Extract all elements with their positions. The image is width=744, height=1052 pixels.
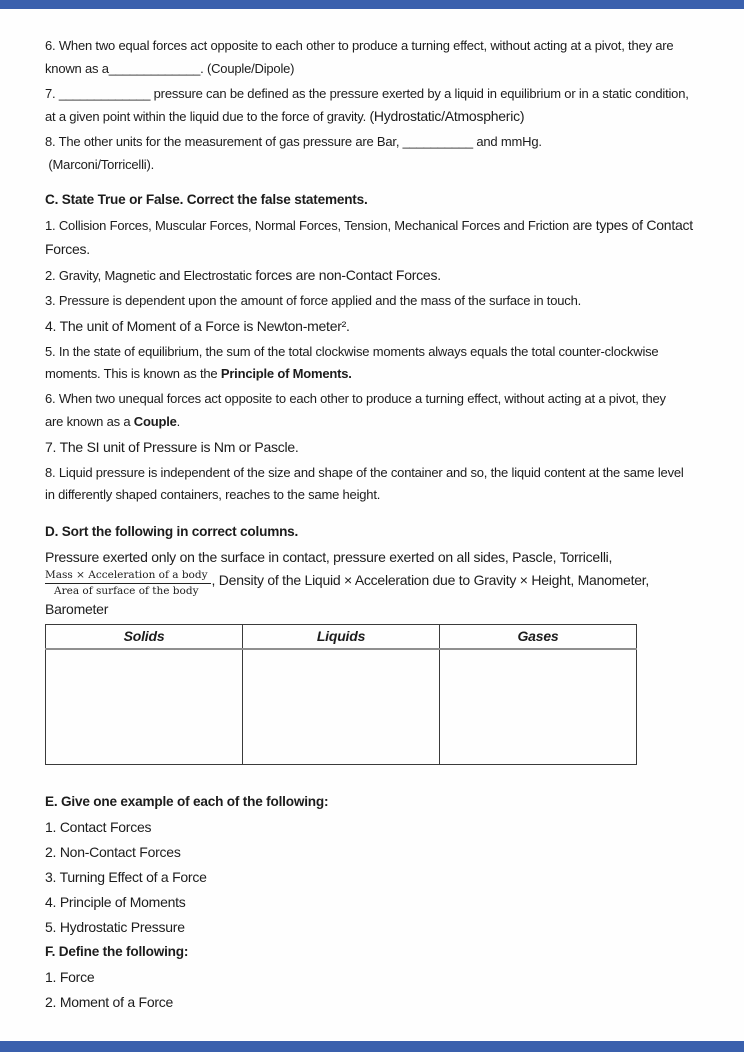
statement-2-paragraph: 2. Gravity, Magnetic and Electrostatic forces are non-Contact Forces.	[45, 266, 441, 283]
pressure-formula-fraction: $\frac{\text{Mass × Acceleration of a body}}{\text{Area of surface of the body}}$	[45, 569, 211, 597]
example-item-2: 2. Non-Contact Forces	[45, 843, 181, 860]
statement-6-paragraph: 6. When two unequal forces act opposite to each other to produce a turning effect, without acting at a pivot, they are known as a Couple.	[45, 391, 666, 429]
sort-table-body-row	[46, 649, 637, 765]
sort-table-header-row	[46, 624, 637, 649]
sort-table	[45, 624, 637, 765]
sort-intro-paragraph: Pressure exerted only on the surface in contact, pressure exerted on all sides, Pascle, Torricelli, $\frac{\text{Mass × Acceleration of a body}}{\text{Area of surface of the body}}$ , Density of the Liquid × Acceleration due to Gravity × Height, Manometer, Barometer	[45, 548, 653, 617]
statement-4-paragraph: 4. The unit of Moment of a Force is Newton-meter².	[45, 317, 350, 334]
example-item-5: 5. Hydrostatic Pressure	[45, 918, 185, 935]
table-header-liquids: Liquids	[243, 624, 440, 649]
example-item-1: 1. Contact Forces	[45, 818, 152, 835]
question-6-paragraph: 6. When two equal forces act opposite to each other to produce a turning effect, without acting at a pivot, they are known as a_____________. (Couple/Dipole)	[45, 38, 674, 76]
statement-3-paragraph: 3. Pressure is dependent upon the amount of force applied and the mass of the surface in touch.	[45, 292, 582, 308]
statement-8-paragraph: 8. Liquid pressure is independent of the size and shape of the container and so, the liquid content at the same level in differently shaped containers, reaches to the same height.	[45, 464, 684, 502]
section-d-heading: D. Sort the following in correct columns.	[45, 523, 299, 539]
define-item-1: 1. Force	[45, 968, 95, 985]
define-item-2: 2. Moment of a Force	[45, 993, 174, 1010]
question-8-paragraph: 8. The other units for the measurement of gas pressure are Bar, __________ and mmHg. (Marconi/Torricelli).	[45, 134, 542, 172]
section-c-heading: C. State True or False. Correct the false statements.	[45, 192, 368, 207]
statement-1-paragraph: 1. Collision Forces, Muscular Forces, Normal Forces, Tension, Mechanical Forces and Friction are types of Contact Forces.	[45, 217, 693, 257]
section-e-heading: E. Give one example of each of the following:	[45, 793, 329, 809]
table-header-gases: Gases	[440, 624, 637, 649]
example-item-4: 4. Principle of Moments	[45, 893, 186, 910]
statement-5-paragraph: 5. In the state of equilibrium, the sum of the total clockwise moments always equals the total counter-clockwise moments. This is known as the Principle of Moments.	[45, 343, 659, 381]
statement-7-paragraph: 7. The SI unit of Pressure is Nm or Pascle.	[45, 438, 299, 455]
table-header-solids: Solids	[46, 624, 243, 649]
section-f-heading: F. Define the following:	[45, 943, 189, 959]
table-cell-liquids	[243, 649, 440, 765]
example-item-3: 3. Turning Effect of a Force	[45, 868, 207, 885]
table-cell-solids	[46, 649, 243, 765]
question-7-paragraph: 7. _____________ pressure can be defined as the pressure exerted by a liquid in equilibrium or in a static condition, at a given point within the liquid due to the force of gravity. (Hydrostatic/Atmospheric)	[45, 85, 689, 124]
table-cell-gases	[440, 649, 637, 765]
bottom-border-bar	[0, 1041, 744, 1052]
top-border-bar	[0, 0, 744, 9]
